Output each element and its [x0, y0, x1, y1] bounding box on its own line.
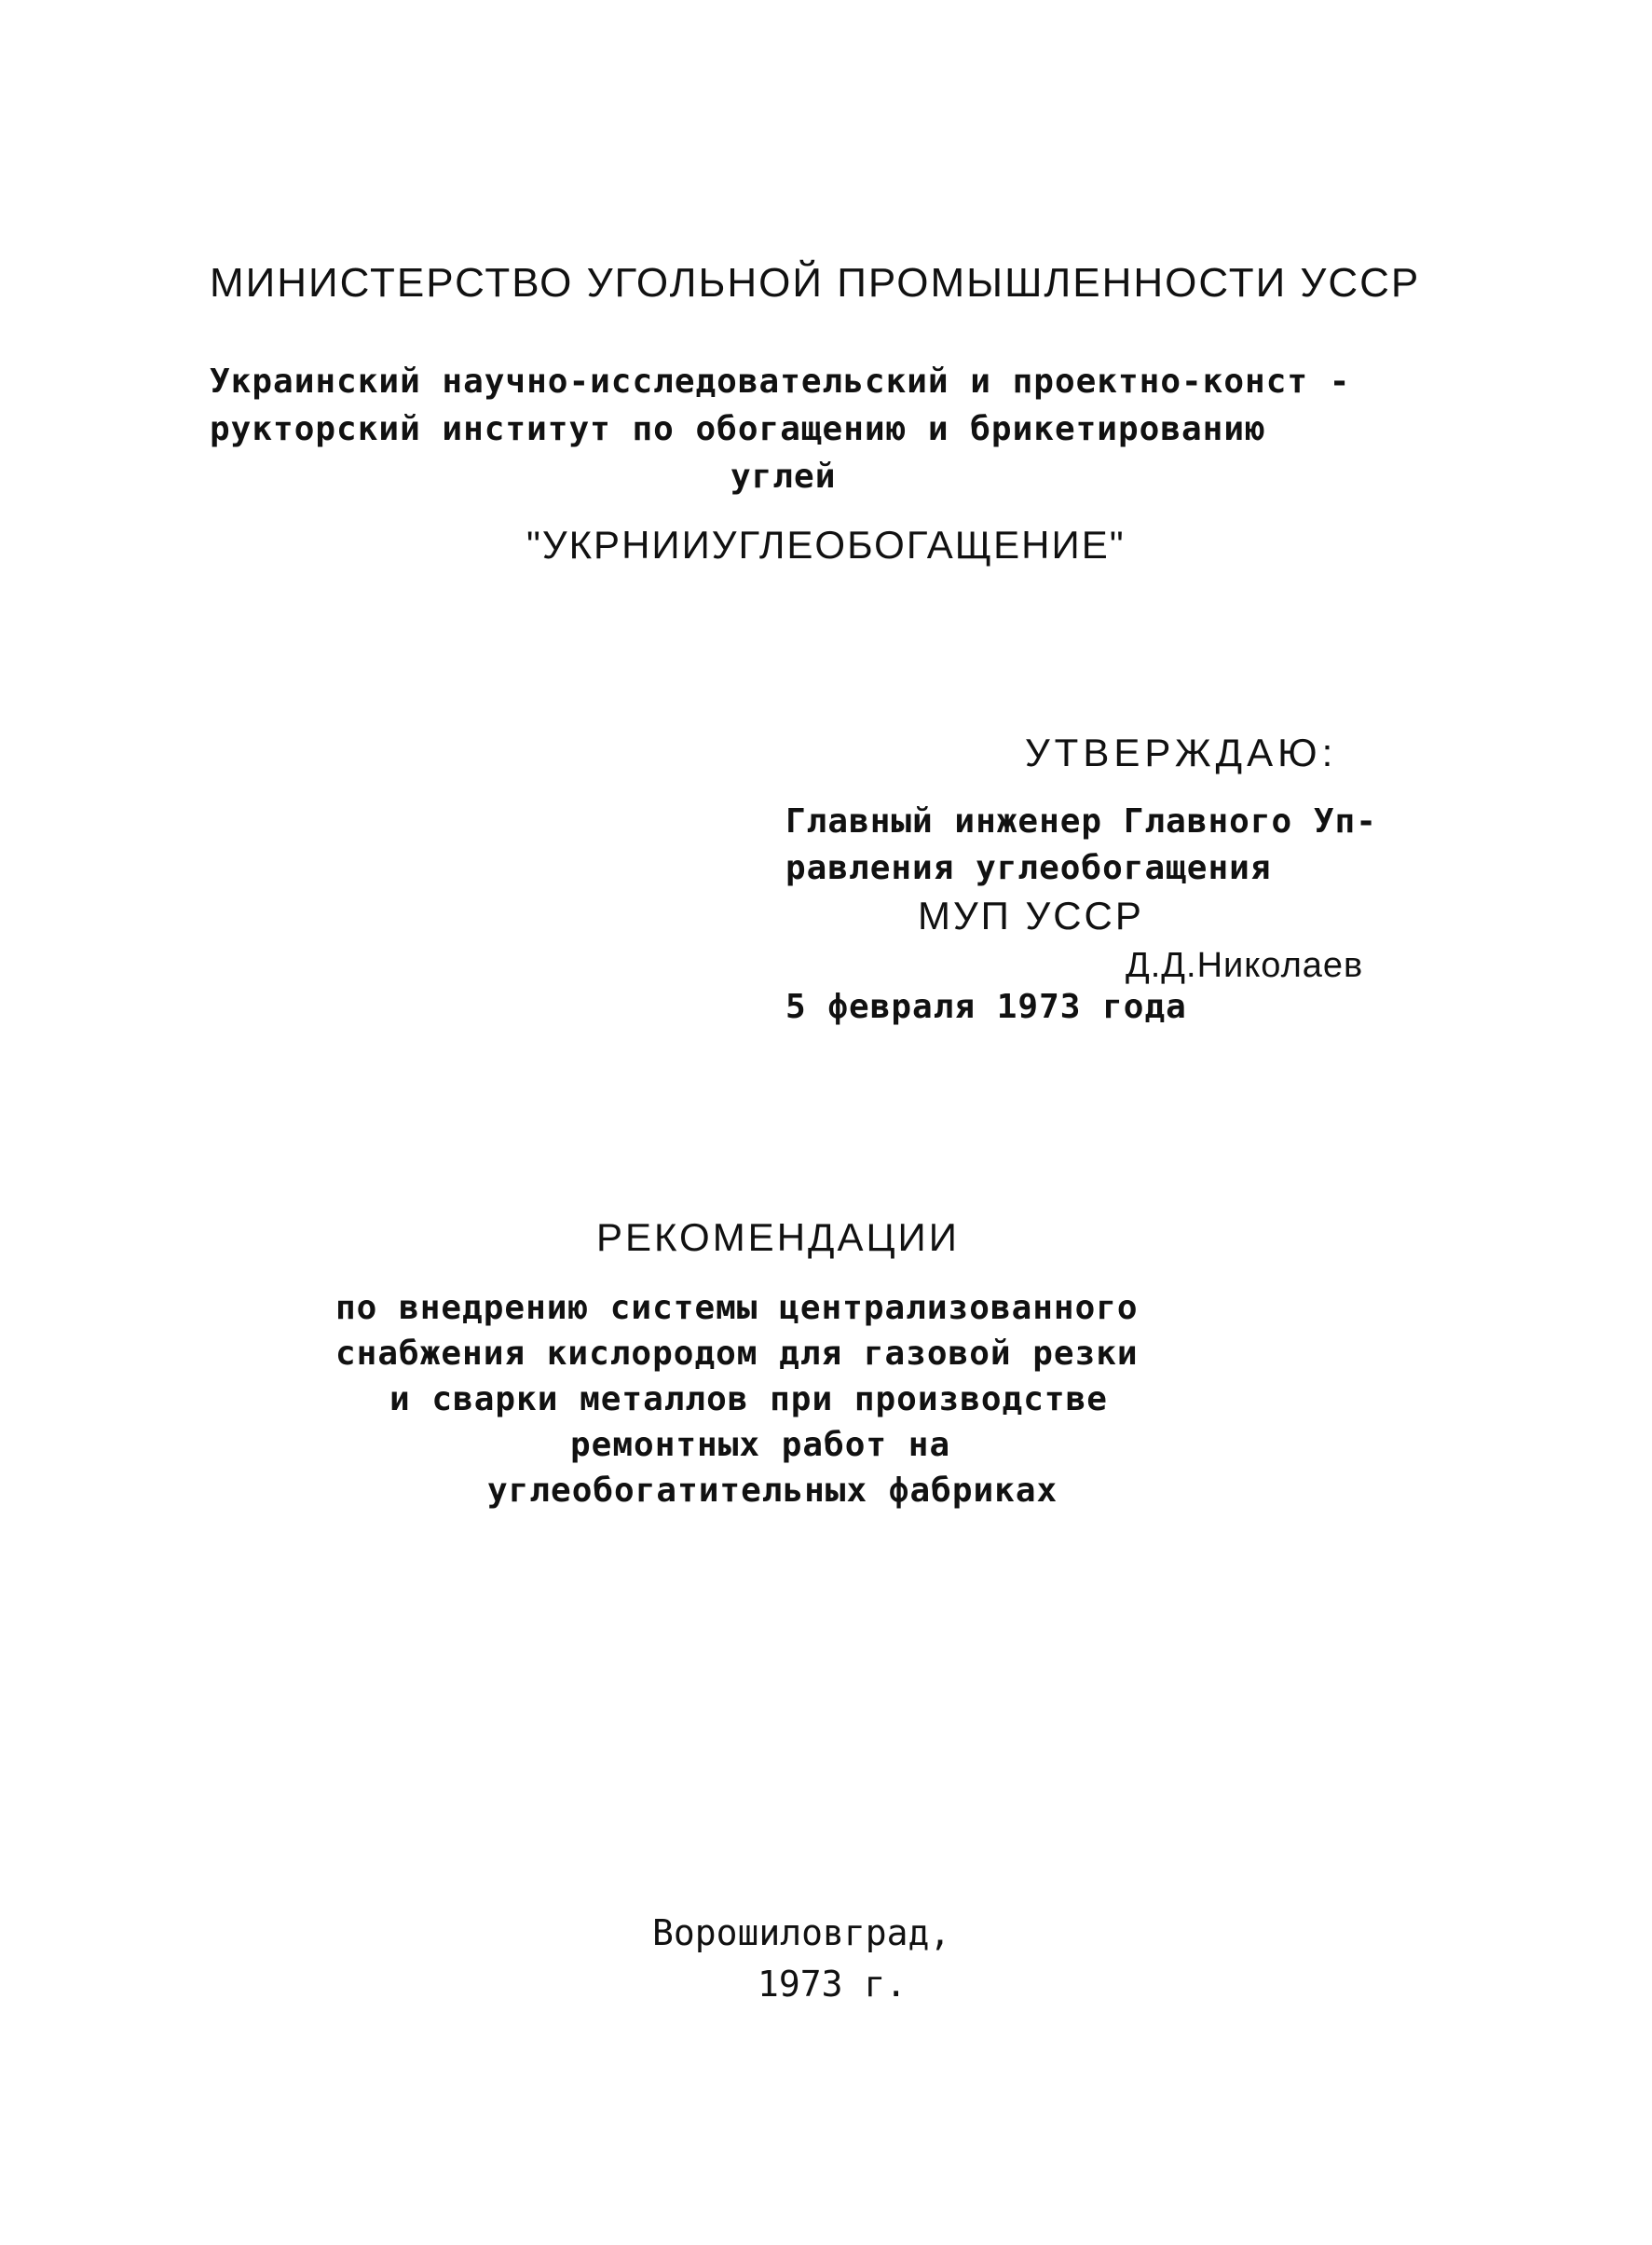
institute-name-line-2: рукторский институт по обогащению и брикетированию [210, 410, 1266, 448]
document-subtitle-line-1: по внедрению системы централизованного [335, 1289, 1139, 1327]
document-subtitle-line-3: и сварки металлов при производстве [389, 1380, 1108, 1418]
document-title: РЕКОМЕНДАЦИИ [596, 1215, 960, 1259]
document-subtitle-line-4: ремонтных работ на [570, 1426, 951, 1464]
document-subtitle-line-5: углеобогатительных фабриках [487, 1472, 1058, 1510]
approval-date: 5 февраля 1973 года [785, 988, 1187, 1026]
publication-year: 1973 г. [758, 1964, 908, 2005]
document-subtitle-line-2: снабжения кислородом для газовой резки [335, 1335, 1139, 1373]
institute-name-line-3: углей [730, 458, 837, 496]
publication-city: Ворошиловград, [652, 1912, 951, 1953]
approval-heading: УТВЕРЖДАЮ: [1025, 731, 1338, 774]
ministry-heading: МИНИСТЕРСТВО УГОЛЬНОЙ ПРОМЫШЛЕННОСТИ УССР [210, 260, 1421, 306]
approval-position-line-1: Главный инженер Главного Уп- [785, 802, 1377, 841]
approval-ministry: МУП УССР [918, 894, 1144, 938]
approval-position-line-2: равления углеобогащения [785, 849, 1272, 887]
approval-signatory: Д.Д.Николаев [1126, 946, 1364, 985]
organization-name: "УКРНИИУГЛЕОБОГАЩЕНИЕ" [526, 523, 1126, 567]
institute-name-line-1: Украинский научно-исследовательский и проектно-конст - [210, 363, 1351, 401]
